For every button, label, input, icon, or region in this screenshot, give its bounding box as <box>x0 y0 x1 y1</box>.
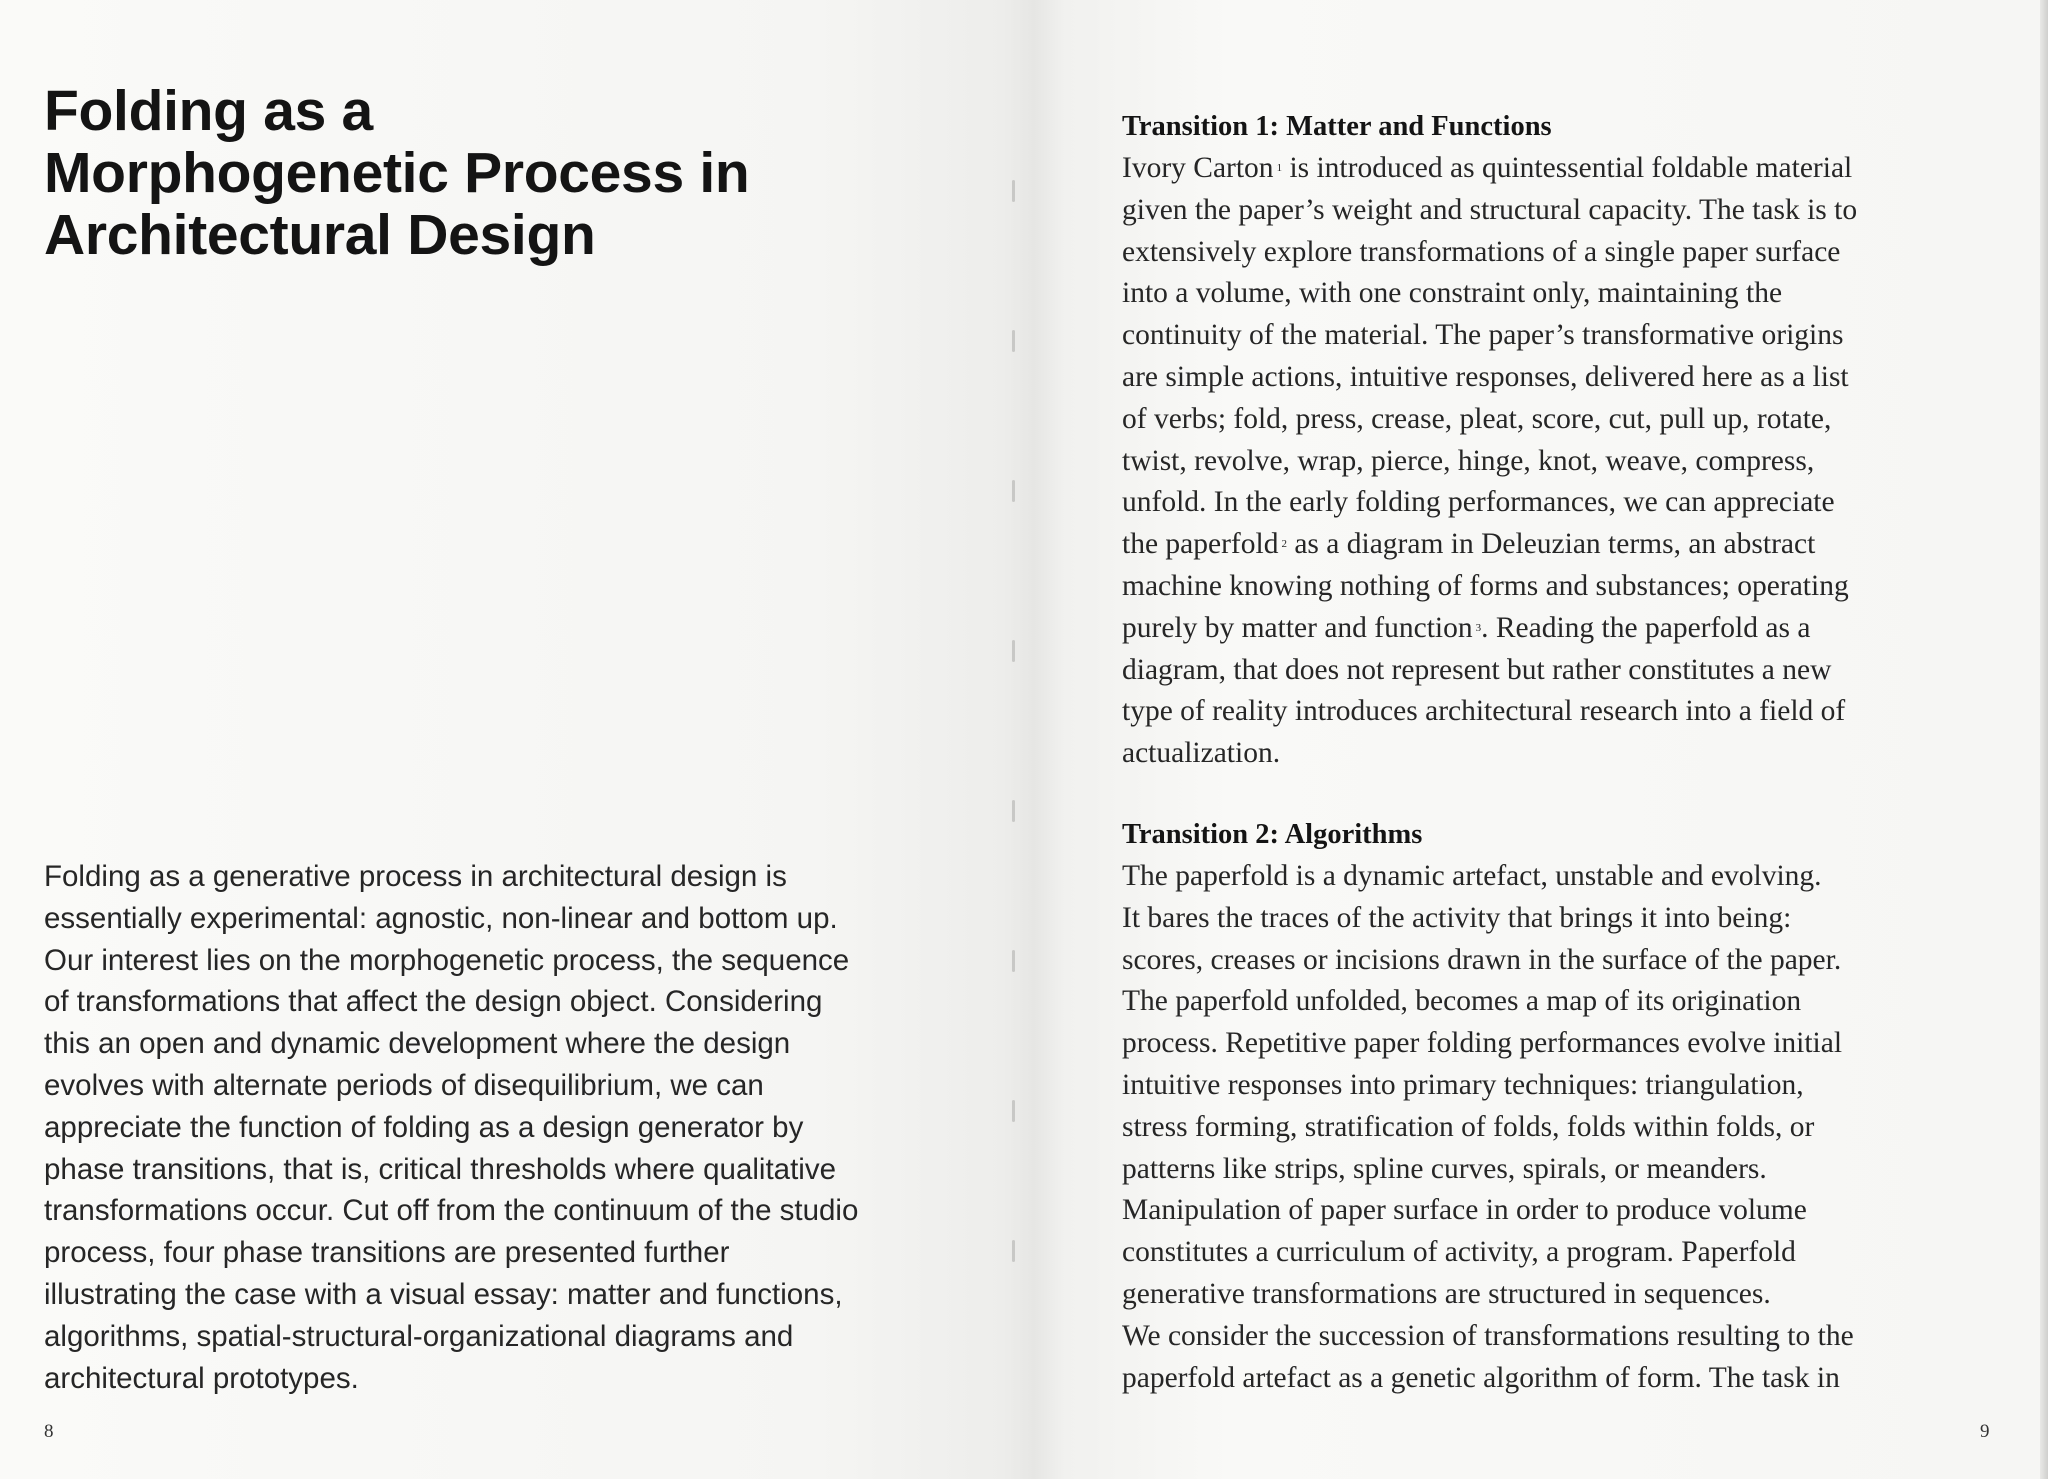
binding-gutter <box>1012 180 1018 1280</box>
left-page <box>0 0 1010 1479</box>
body-line: twist, revolve, wrap, pierce, hinge, knot, weave, compress, <box>1122 444 1815 477</box>
body-line: process. Repetitive paper folding performances evolve initial <box>1122 1027 1843 1060</box>
footnote-marker: 3 <box>1475 621 1482 634</box>
body-line: patterns like strips, spline curves, spirals, or meanders. <box>1122 1152 1767 1185</box>
footnote-marker: 2 <box>1281 538 1287 551</box>
page-number-right: 9 <box>1980 1421 1990 1442</box>
body-line: extensively explore transformations of a single paper surface <box>1122 235 1841 268</box>
body-line: of verbs; fold, press, crease, pleat, score, cut, pull up, rotate, <box>1122 402 1832 435</box>
intro-line: essentially experimental: agnostic, non-linear and bottom up. <box>44 901 838 935</box>
intro-line: architectural prototypes. <box>44 1361 359 1395</box>
body-line: The paperfold unfolded, becomes a map of its origination <box>1122 985 1802 1018</box>
body-line: It bares the traces of the activity that brings it into being: <box>1122 901 1792 934</box>
section-heading-transition-2: Transition 2: Algorithms <box>1122 819 1423 850</box>
body-line: are simple actions, intuitive responses, delivered here as a list <box>1122 360 1849 393</box>
intro-line: transformations occur. Cut off from the continuum of the studio <box>44 1194 859 1228</box>
intro-line: appreciate the function of folding as a design generator by <box>44 1110 804 1144</box>
body-text-run: is introduced as quintessential foldable material <box>1282 152 1853 184</box>
footnote-marker: 1 <box>1276 162 1283 174</box>
body-text-run: purely by matter and function <box>1122 611 1473 644</box>
intro-line: illustrating the case with a visual essay: matter and functions, <box>44 1277 843 1311</box>
section-body-transition-1 <box>1122 148 2002 775</box>
title-line: Morphogenetic Process in <box>44 141 750 205</box>
body-line: scores, creases or incisions drawn in the surface of the paper. <box>1122 943 1842 976</box>
body-line <box>1122 524 2002 566</box>
body-line: constitutes a curriculum of activity, a program. Paperfold <box>1122 1236 1796 1269</box>
body-line: stress forming, stratification of folds, folds within folds, or <box>1122 1110 1815 1143</box>
body-line: generative transformations are structured in sequences. <box>1122 1277 1771 1310</box>
body-line: intuitive responses into primary techniques: triangulation, <box>1122 1068 1804 1101</box>
title-line: Folding as a <box>44 79 373 143</box>
body-line: unfold. In the early folding performances, we can appreciate <box>1122 486 1835 519</box>
body-text-run: . Reading the paperfold as a <box>1481 611 1811 644</box>
intro-line: this an open and dynamic development where the design <box>44 1027 791 1061</box>
body-text-run: the paperfold <box>1122 528 1279 561</box>
body-line: given the paper’s weight and structural capacity. The task is to <box>1122 193 1858 226</box>
body-line: actualization. <box>1122 737 1281 770</box>
body-line: diagram, that does not represent but rather constitutes a new <box>1122 653 1832 686</box>
body-line: machine knowing nothing of forms and substances; operating <box>1122 569 1849 602</box>
intro-line: of transformations that affect the design object. Considering <box>44 985 823 1019</box>
page-number-left: 8 <box>44 1421 54 1442</box>
body-line <box>1122 148 2002 190</box>
body-line: The paperfold is a dynamic artefact, unstable and evolving. <box>1122 860 1822 892</box>
section-heading-transition-1: Transition 1: Matter and Functions <box>1122 111 1552 142</box>
body-line: type of reality introduces architectural research into a field of <box>1122 695 1846 728</box>
intro-line: Our interest lies on the morphogenetic process, the sequence <box>44 943 850 977</box>
intro-line: phase transitions, that is, critical thresholds where qualitative <box>44 1152 836 1186</box>
intro-line: process, four phase transitions are presented further <box>44 1236 730 1270</box>
body-line: into a volume, with one constraint only, maintaining the <box>1122 277 1783 310</box>
body-text-run: Ivory Carton <box>1122 152 1274 184</box>
body-text-run: as a diagram in Deleuzian terms, an abstract <box>1286 528 1816 561</box>
body-line <box>1122 608 2002 650</box>
article-title <box>44 80 904 266</box>
page-edge <box>2040 0 2048 1479</box>
intro-paragraph <box>44 856 984 1399</box>
title-line: Architectural Design <box>44 203 596 267</box>
intro-line: Folding as a generative process in architectural design is <box>44 860 787 893</box>
intro-line: algorithms, spatial-structural-organizational diagrams and <box>44 1319 794 1353</box>
body-line: Manipulation of paper surface in order to produce volume <box>1122 1194 1807 1227</box>
section-body-transition-2 <box>1122 856 2002 1399</box>
body-line: continuity of the material. The paper’s transformative origins <box>1122 319 1844 352</box>
body-line: paperfold artefact as a genetic algorithm of form. The task in <box>1122 1361 1840 1394</box>
body-line: We consider the succession of transformations resulting to the <box>1122 1319 1854 1352</box>
intro-line: evolves with alternate periods of disequilibrium, we can <box>44 1068 764 1102</box>
